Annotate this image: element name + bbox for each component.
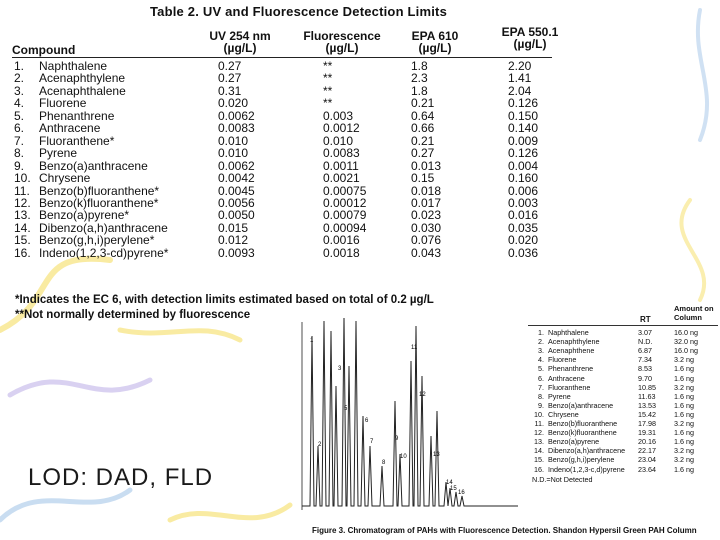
side-compound-name: Indeno(1,2,3-c,d)pyrene [548,464,625,474]
peak-label: 3 [338,366,342,372]
row-number: 4. [14,96,25,111]
row-number: 11. [14,183,30,198]
side-table-row [528,428,720,437]
epa550-limit: 0.009 [508,133,539,148]
compound-name: Pyrene [39,146,78,161]
peak-label: 7 [370,439,374,445]
uv-limit: 0.0050 [218,208,255,223]
row-number: 7. [14,133,25,148]
side-table-row [528,374,720,383]
row-number: 9. [14,158,25,173]
epa550-limit: 0.160 [508,171,539,186]
row-number: 15. [14,233,31,248]
fluorescence-limit: 0.00079 [323,208,367,223]
side-row-number: 1. [538,328,544,337]
peak-label: 5 [344,406,348,412]
header-e610-unit: (µg/L) [418,41,452,55]
side-row-number: 9. [538,400,544,410]
epa610-limit: 0.21 [411,96,435,111]
header-rule [12,57,552,58]
compound-name: Benzo(k)fluoranthene* [39,195,159,210]
peak-label: 12 [419,392,426,398]
uv-limit: 0.0045 [218,183,255,198]
amount-on-column: 1.6 ng [674,464,694,474]
peak-label: 6 [365,418,369,424]
side-compound-name: Fluorene [548,355,577,365]
side-table-row [528,410,720,419]
retention-time: 9.70 [638,373,652,383]
side-compound-name: Phenanthrene [548,364,594,374]
peak-label: 9 [395,436,399,442]
epa610-limit: 1.8 [411,59,428,73]
side-compound-name: Benzo(g,h,i)perylene [548,455,615,465]
fluorescence-limit: ** [323,59,333,73]
side-compound-name: Acenaphthylene [548,337,600,347]
compound-name: Acenaphthylene [39,71,126,86]
retention-time: 6.87 [638,346,652,356]
uv-limit: 0.012 [218,233,249,248]
figure-caption: Figure 3. Chromatogram of PAHs with Fluorescence Detection. Shandon Hypersil Green PAH Column [312,526,697,535]
side-table-row [528,419,720,428]
header-e550-unit: (µg/L) [513,37,547,51]
epa610-limit: 0.013 [411,158,442,173]
fluorescence-limit: 0.0021 [323,171,360,186]
fluorescence-limit: ** [323,96,333,111]
peak-label: 2 [318,442,322,448]
compound-name: Benzo(g,h,i)perylene* [39,233,155,248]
amount-on-column: 32.0 ng [674,337,698,347]
fluorescence-limit: 0.0016 [323,233,360,248]
compound-name: Benzo(a)anthracene [39,158,148,173]
side-compound-name: Acenaphthene [548,346,595,356]
epa610-limit: 0.030 [411,220,442,235]
row-number: 16. [14,245,31,260]
row-number: 12. [14,195,31,210]
retention-time: 7.34 [638,355,652,365]
amount-on-column: 1.6 ng [674,428,694,438]
side-compound-name: Chrysene [548,409,579,419]
epa610-limit: 0.27 [411,146,435,161]
side-table-row [528,337,720,346]
side-row-number: 12. [534,428,544,438]
epa610-limit: 1.8 [411,83,428,98]
amount-on-column: 1.6 ng [674,391,694,401]
side-row-number: 7. [538,382,544,392]
row-number: 8. [14,146,25,161]
uv-limit: 0.0083 [218,121,255,136]
side-table-row [528,346,720,355]
compound-name: Benzo(a)pyrene* [39,208,130,223]
side-table-row [528,465,720,474]
retention-time: 19.31 [638,428,656,438]
row-number: 10. [14,171,31,186]
side-table-note: N.D.=Not Detected [532,475,593,484]
epa550-limit: 0.126 [508,146,539,161]
side-row-number: 11. [534,419,544,428]
header-fl-title: Fluorescence [303,29,381,43]
row-number: 1. [14,59,25,73]
fluorescence-limit: ** [323,71,333,86]
epa610-limit: 2.3 [411,71,428,86]
side-table-row [528,392,720,401]
retention-time: 17.98 [638,419,656,428]
compound-name: Fluorene [39,96,87,111]
side-compound-name: Pyrene [548,391,571,401]
epa610-limit: 0.076 [411,233,442,248]
epa610-limit: 0.043 [411,245,442,260]
peak-label: 11 [411,345,418,351]
retention-time: 8.53 [638,364,652,374]
side-compound-name: Anthracene [548,373,585,383]
amount-on-column: 3.2 ng [674,355,694,365]
side-compound-name: Benzo(k)fluoranthene [548,428,617,438]
peak-label: 1 [310,338,314,344]
epa610-limit: 0.15 [411,171,435,186]
header-uv-title: UV 254 nm [209,29,271,43]
uv-limit: 0.0062 [218,158,255,173]
side-compound-name: Fluoranthene [548,382,591,392]
epa550-limit: 0.006 [508,183,539,198]
amount-on-column: 1.6 ng [674,373,694,383]
uv-limit: 0.31 [218,83,242,98]
side-compound-name: Benzo(a)pyrene [548,437,600,447]
amount-on-column: 3.2 ng [674,455,694,465]
epa610-limit: 0.023 [411,208,442,223]
uv-limit: 0.020 [218,96,249,111]
side-compound-name: Dibenzo(a,h)anthracene [548,446,626,456]
header-epa610 [397,30,473,54]
epa550-limit: 0.126 [508,96,539,111]
header-fluorescence [292,30,392,54]
header-fl-unit: (µg/L) [325,41,359,55]
retention-time: 23.64 [638,464,656,474]
epa550-limit: 2.04 [508,83,532,98]
row-number: 6. [14,121,25,136]
epa550-limit: 0.004 [508,158,539,173]
fluorescence-limit: 0.0083 [323,146,360,161]
amount-on-column: 1.6 ng [674,437,694,447]
uv-limit: 0.010 [218,133,249,148]
amount-on-column: 3.2 ng [674,382,694,392]
epa550-limit: 0.016 [508,208,539,223]
fluorescence-limit: ** [323,83,333,98]
chromatogram-line [302,318,518,506]
side-table-row [528,401,720,410]
epa550-limit: 1.41 [508,71,532,86]
side-table-row [528,328,720,337]
row-number: 14. [14,220,31,235]
side-row-number: 8. [538,391,544,401]
compound-name: Chrysene [39,171,91,186]
compound-name: Dibenzo(a,h)anthracene [39,220,168,235]
side-row-number: 13. [534,437,544,447]
peak-label: 16 [458,490,465,496]
amount-on-column: 1.6 ng [674,409,694,419]
side-compound-name: Benzo(a)anthracene [548,400,614,410]
side-table-row [528,383,720,392]
table-title: Table 2. UV and Fluorescence Detection Limits [150,4,447,19]
epa550-limit: 0.140 [508,121,539,136]
side-row-number: 5. [538,364,544,374]
epa610-limit: 0.017 [411,195,442,210]
retention-time: 13.53 [638,400,656,410]
retention-time: 15.42 [638,409,656,419]
epa610-limit: 0.018 [411,183,442,198]
side-row-number: 15. [534,455,544,465]
peak-label: 15 [450,486,457,492]
chromatogram-trace [302,318,518,510]
compound-name: Anthracene [39,121,101,136]
header-epa550 [490,26,570,50]
side-row-number: 4. [538,355,544,365]
header-e550-title: EPA 550.1 [501,25,559,39]
epa610-limit: 0.66 [411,121,435,136]
row-number: 13. [14,208,31,223]
retention-time: 3.07 [638,328,652,337]
side-header-amount: Amount on Column [674,304,714,322]
side-table-row [528,364,720,373]
fluorescence-limit: 0.0011 [323,158,359,173]
uv-limit: 0.0056 [218,195,255,210]
side-table-row [528,446,720,455]
side-compound-name: Naphthalene [548,328,589,337]
retention-time: 23.04 [638,455,656,465]
uv-limit: 0.27 [218,59,242,73]
amount-on-column: 1.6 ng [674,364,694,374]
side-row-number: 14. [534,446,544,456]
amount-on-column: 16.0 ng [674,328,698,337]
uv-limit: 0.010 [218,146,249,161]
epa550-limit: 0.020 [508,233,539,248]
peak-label: 8 [382,460,386,466]
retention-time: 10.85 [638,382,656,392]
side-row-number: 16. [534,464,544,474]
row-number: 2. [14,71,25,86]
side-header-rule [528,325,718,326]
amount-on-column: 3.2 ng [674,419,694,428]
peak-label: 14 [446,480,453,486]
side-header-rt: RT [640,315,651,324]
uv-limit: 0.27 [218,71,242,86]
amount-on-column: 3.2 ng [674,446,694,456]
uv-limit: 0.015 [218,220,249,235]
uv-limit: 0.0062 [218,108,255,123]
row-number: 5. [14,108,25,123]
epa550-limit: 0.035 [508,220,539,235]
epa550-limit: 2.20 [508,59,532,73]
fluorescence-limit: 0.0018 [323,245,360,260]
fluorescence-limit: 0.010 [323,133,354,148]
epa550-limit: 0.150 [508,108,539,123]
side-table-row [528,455,720,464]
uv-limit: 0.0093 [218,245,255,260]
side-table-row [528,437,720,446]
fluorescence-limit: 0.00012 [323,195,367,210]
epa610-limit: 0.64 [411,108,435,123]
retention-time: N.D. [638,337,653,347]
side-row-number: 3. [538,346,544,356]
header-uv [200,30,280,54]
amount-on-column: 1.6 ng [674,400,694,410]
compound-name: Benzo(b)fluoranthene* [39,183,160,198]
compound-name: Naphthalene [39,59,108,73]
header-compound: Compound [12,43,76,57]
fluorescence-limit: 0.003 [323,108,354,123]
peak-label: 10 [400,454,407,460]
peak-label: 13 [433,452,440,458]
header-e610-title: EPA 610 [411,29,459,43]
peak-labels [310,338,465,496]
side-compound-name: Benzo(b)fluoranthene [548,419,618,428]
uv-limit: 0.0042 [218,171,255,186]
compound-name: Indeno(1,2,3-cd)pyrene* [39,245,169,260]
amount-on-column: 16.0 ng [674,346,698,356]
compound-name: Phenanthrene [39,108,115,123]
side-row-number: 2. [538,337,544,347]
fluorescence-limit: 0.0012 [323,121,360,136]
footnote-double-asterisk: **Not normally determined by fluorescence [15,309,251,321]
row-number: 3. [14,83,25,98]
side-row-number: 6. [538,373,544,383]
header-uv-unit: (µg/L) [223,41,257,55]
epa610-limit: 0.21 [411,133,435,148]
chromatogram-plot [300,318,520,518]
retention-time: 20.16 [638,437,656,447]
fluorescence-limit: 0.00094 [323,220,367,235]
retention-time: 11.63 [638,391,656,401]
side-table-row [528,355,720,364]
retention-time: 22.17 [638,446,656,456]
epa550-limit: 0.003 [508,195,539,210]
compound-name: Acenaphthalene [39,83,126,98]
lod-label: LOD: DAD, FLD [28,464,214,491]
compound-name: Fluoranthene* [39,133,115,148]
fluorescence-limit: 0.00075 [323,183,367,198]
epa550-limit: 0.036 [508,245,539,260]
side-row-number: 10. [534,409,544,419]
footnote-asterisk: *Indicates the EC 6, with detection limits estimated based on total of 0.2 µg/L [15,294,434,306]
